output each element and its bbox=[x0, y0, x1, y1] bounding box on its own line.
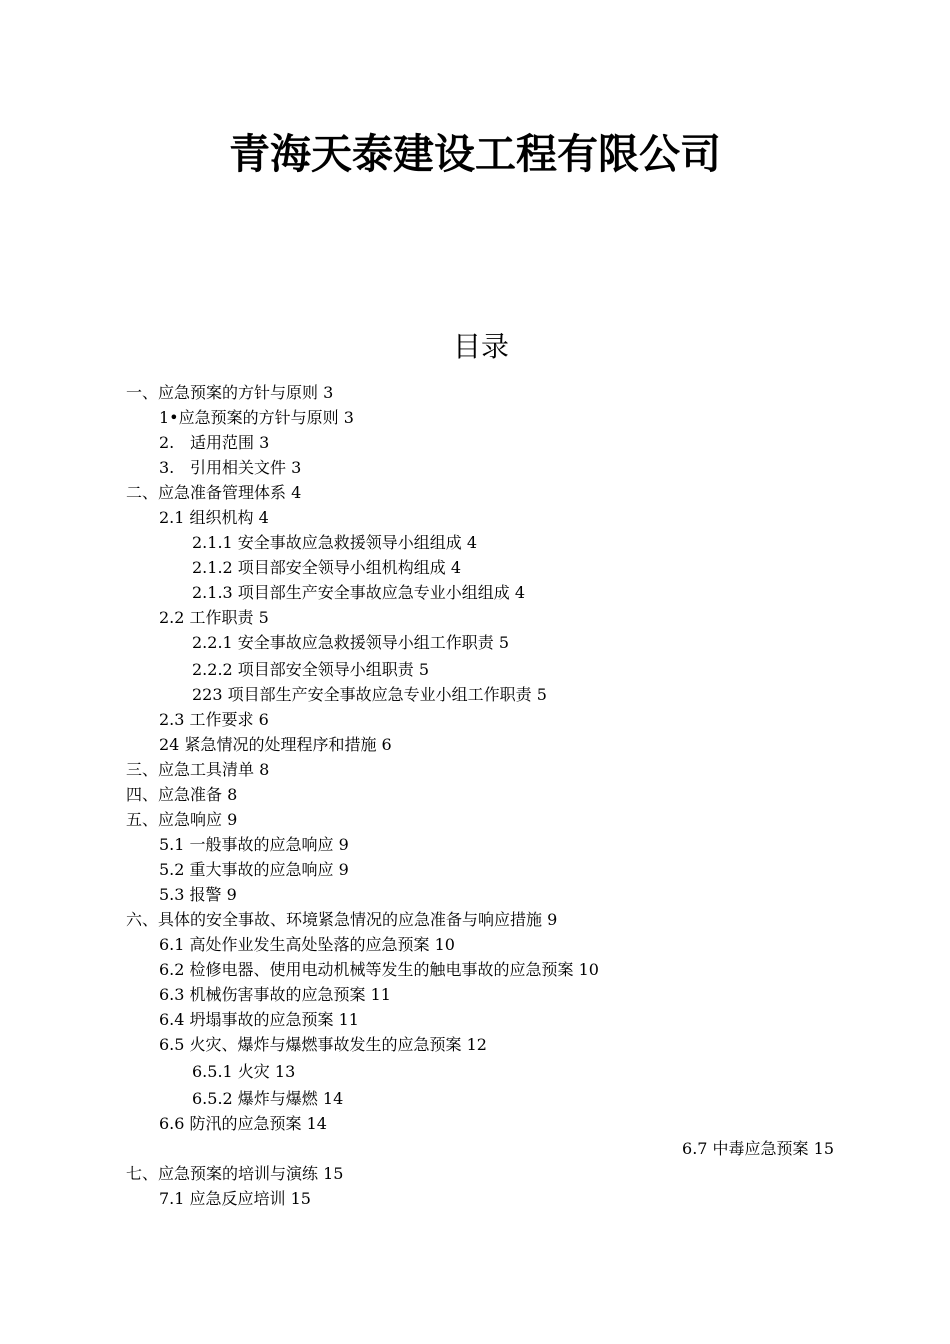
toc-entry[interactable] bbox=[0, 505, 950, 530]
toc-entry-text: 三、应急工具清单 8 bbox=[126, 760, 270, 779]
toc-entry-text: 2.2.2 项目部安全领导小组职责 5 bbox=[192, 660, 430, 679]
toc-entry-text: 引用相关文件 3 bbox=[190, 458, 302, 477]
toc-entry-text: 6.5 火灾、爆炸与爆燃事故发生的应急预案 12 bbox=[159, 1035, 487, 1054]
toc-entry-text: 五、应急响应 9 bbox=[126, 810, 238, 829]
toc-entry-text: 6.7 中毒应急预案 15 bbox=[682, 1139, 834, 1158]
toc-entry-text: 2.2 工作职责 5 bbox=[159, 608, 269, 627]
company-title: 青海天泰建设工程有限公司 bbox=[229, 130, 721, 178]
toc-entry[interactable] bbox=[0, 657, 950, 682]
toc-entry-text: 24 紧急情况的处理程序和措施 6 bbox=[159, 735, 392, 754]
toc-entry[interactable] bbox=[0, 707, 950, 732]
toc-entry-text: 一、应急预案的方针与原则 3 bbox=[126, 383, 334, 402]
toc-entry[interactable] bbox=[0, 605, 950, 630]
toc-entry-text: 6.3 机械伤害事故的应急预案 11 bbox=[159, 985, 391, 1004]
toc-entry-text: 四、应急准备 8 bbox=[126, 785, 238, 804]
toc-entry-text: 6.5.2 爆炸与爆燃 14 bbox=[192, 1089, 344, 1108]
toc-entry[interactable] bbox=[0, 405, 950, 430]
toc-entry[interactable] bbox=[0, 1186, 950, 1211]
toc-entry[interactable] bbox=[0, 907, 950, 932]
toc-entry-text: 2.2.1 安全事故应急救援领导小组工作职责 5 bbox=[192, 633, 510, 652]
toc-entry[interactable] bbox=[0, 480, 950, 505]
table-of-contents bbox=[0, 380, 950, 1211]
toc-entry-text: 1•应急预案的方针与原则 3 bbox=[159, 408, 354, 427]
toc-entry-number: 3. bbox=[159, 458, 175, 477]
toc-entry-text: 6.2 检修电器、使用电动机械等发生的触电事故的应急预案 10 bbox=[159, 960, 599, 979]
toc-entry[interactable] bbox=[0, 1111, 950, 1136]
toc-entry[interactable] bbox=[0, 1032, 950, 1057]
toc-entry-text: 6.4 坍塌事故的应急预案 11 bbox=[159, 1010, 359, 1029]
toc-entry-text: 6.6 防汛的应急预案 14 bbox=[159, 1114, 327, 1133]
toc-entry-text: 2.1.1 安全事故应急救援领导小组组成 4 bbox=[192, 533, 478, 552]
toc-entry[interactable] bbox=[0, 1007, 950, 1032]
toc-entry[interactable] bbox=[0, 807, 950, 832]
toc-entry[interactable] bbox=[0, 455, 950, 480]
toc-entry-text: 2.1 组织机构 4 bbox=[159, 508, 269, 527]
toc-entry[interactable] bbox=[0, 832, 950, 857]
toc-entry[interactable] bbox=[0, 1136, 950, 1161]
toc-entry-text: 5.2 重大事故的应急响应 9 bbox=[159, 860, 349, 879]
toc-entry[interactable] bbox=[0, 555, 950, 580]
toc-entry-text: 适用范围 3 bbox=[190, 433, 270, 452]
toc-entry[interactable] bbox=[0, 1086, 950, 1111]
toc-entry-number: 2. bbox=[159, 433, 175, 452]
toc-entry[interactable] bbox=[0, 682, 950, 707]
toc-entry[interactable] bbox=[0, 757, 950, 782]
toc-entry[interactable] bbox=[0, 430, 950, 455]
toc-entry-text: 二、应急准备管理体系 4 bbox=[126, 483, 302, 502]
toc-entry-text: 七、应急预案的培训与演练 15 bbox=[126, 1164, 344, 1183]
toc-entry[interactable] bbox=[0, 932, 950, 957]
toc-entry-text: 六、具体的安全事故、环境紧急情况的应急准备与响应措施 9 bbox=[126, 910, 558, 929]
toc-entry[interactable] bbox=[0, 530, 950, 555]
toc-entry[interactable] bbox=[0, 580, 950, 605]
toc-heading: 目录 bbox=[452, 330, 509, 363]
toc-entry-text: 2.3 工作要求 6 bbox=[159, 710, 269, 729]
toc-entry[interactable] bbox=[0, 1161, 950, 1186]
toc-entry[interactable] bbox=[0, 1059, 950, 1084]
toc-entry[interactable] bbox=[0, 732, 950, 757]
toc-entry-text: 7.1 应急反应培训 15 bbox=[159, 1189, 311, 1208]
toc-entry-text: 5.1 一般事故的应急响应 9 bbox=[159, 835, 349, 854]
toc-entry-text: 223 项目部生产安全事故应急专业小组工作职责 5 bbox=[192, 685, 547, 704]
toc-entry[interactable] bbox=[0, 782, 950, 807]
toc-entry[interactable] bbox=[0, 630, 950, 655]
toc-entry[interactable] bbox=[0, 957, 950, 982]
toc-entry-text: 5.3 报警 9 bbox=[159, 885, 237, 904]
toc-entry-text: 2.1.3 项目部生产安全事故应急专业小组组成 4 bbox=[192, 583, 526, 602]
toc-entry-text: 6.5.1 火灾 13 bbox=[192, 1062, 296, 1081]
toc-entry[interactable] bbox=[0, 380, 950, 405]
toc-entry[interactable] bbox=[0, 882, 950, 907]
toc-entry-text: 6.1 高处作业发生高处坠落的应急预案 10 bbox=[159, 935, 455, 954]
toc-entry[interactable] bbox=[0, 857, 950, 882]
toc-entry[interactable] bbox=[0, 982, 950, 1007]
toc-entry-text: 2.1.2 项目部安全领导小组机构组成 4 bbox=[192, 558, 462, 577]
